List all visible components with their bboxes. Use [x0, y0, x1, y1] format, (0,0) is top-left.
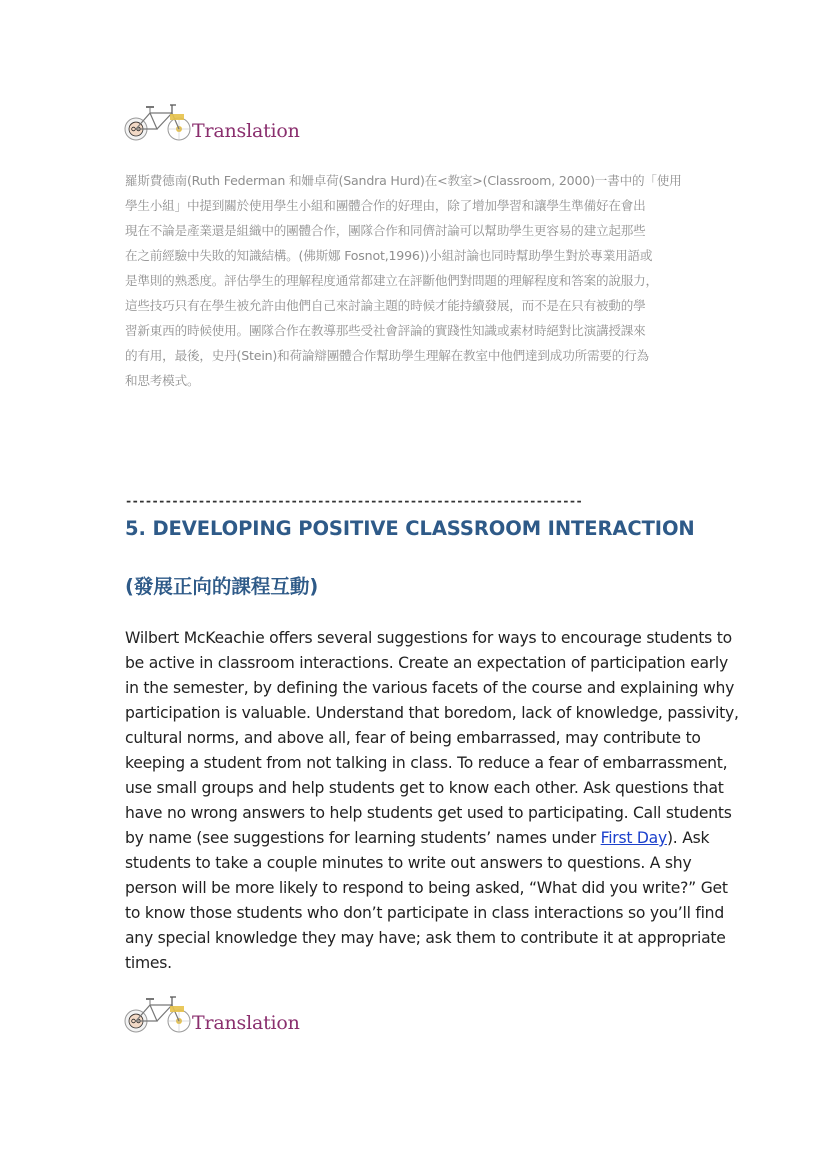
translation-line: 羅斯費德南(Ruth Federman 和姍卓荷(Sandra Hurd)在<教室>(Classroom, 2000)一書中的「使用: [125, 173, 682, 188]
body-line: times.: [125, 954, 172, 972]
bicycle-icon: [124, 993, 194, 1037]
translation-line: 學生小組」中提到關於使用學生小組和團體合作的好理由，除了增加學習和讓學生準備好在會出: [125, 198, 646, 213]
logo-text: Translation: [192, 1012, 300, 1034]
translation-line: 現在不論是產業還是組織中的團體合作，團隊合作和同儕討論可以幫助學生更容易的建立起那些: [125, 223, 646, 238]
translation-line: 的有用，最後，史丹(Stein)和荷論辯團體合作幫助學生理解在教室中他們達到成功所需要的行為: [125, 348, 649, 363]
body-line: keeping a student from not talking in class. To reduce a fear of embarrassment,: [125, 754, 728, 772]
translation-line: 這些技巧只有在學生被允許由他們自己來討論主題的時候才能持續發展，而不是在只有被動的學: [125, 298, 646, 313]
body-line: use small groups and help students get to know each other. Ask questions that: [125, 779, 724, 797]
translation-logo: [124, 993, 300, 1037]
body-line: Wilbert McKeachie offers several suggestions for ways to encourage students to: [125, 629, 732, 647]
first-day-link[interactable]: First Day: [600, 829, 667, 847]
body-line: participation is valuable. Understand that boredom, lack of knowledge, passivity,: [125, 704, 739, 722]
body-paragraph: [125, 626, 739, 976]
body-line: to know those students who don’t participate in class interactions so you’ll find: [125, 904, 724, 922]
translation-paragraph: [125, 168, 715, 393]
body-line-with-link: [125, 826, 725, 851]
translation-line: 在之前經驗中失敗的知識結構。(佛斯娜 Fosnot,1996))小組討論也同時幫助學生對於專業用語或: [125, 248, 653, 263]
link-line-prefix: by name (see suggestions for learning students’ names under: [125, 829, 601, 847]
body-line: any special knowledge they may have; ask them to contribute it at appropriate: [125, 929, 726, 947]
bicycle-icon: [124, 101, 194, 145]
section-heading: 5. DEVELOPING POSITIVE CLASSROOM INTERACTION: [125, 517, 695, 540]
translation-line: 是準則的熟悉度。評估學生的理解程度通常都建立在評斷他們對問題的理解程度和答案的說服力，: [125, 273, 658, 288]
section-divider: ---------------------------------------------------------------------: [125, 494, 583, 508]
body-line: cultural norms, and above all, fear of being embarrassed, may contribute to: [125, 729, 701, 747]
body-line: be active in classroom interactions. Create an expectation of participation early: [125, 654, 728, 672]
translation-line: 和思考模式。: [125, 373, 200, 388]
section-subheading: (發展正向的課程互動): [125, 575, 319, 598]
body-line: in the semester, by defining the various facets of the course and explaining why: [125, 679, 735, 697]
translation-logo: [124, 101, 300, 145]
body-line: students to take a couple minutes to write out answers to questions. A shy: [125, 854, 692, 872]
body-line: person will be more likely to respond to being asked, “What did you write?” Get: [125, 879, 728, 897]
translation-line: 習新東西的時候使用。團隊合作在教導那些受社會評論的實踐性知識或素材時絕對比演講授課來: [125, 323, 646, 338]
logo-text: Translation: [192, 120, 300, 142]
link-line-suffix: ). Ask: [666, 829, 710, 847]
body-line: have no wrong answers to help students get used to participating. Call students: [125, 804, 732, 822]
